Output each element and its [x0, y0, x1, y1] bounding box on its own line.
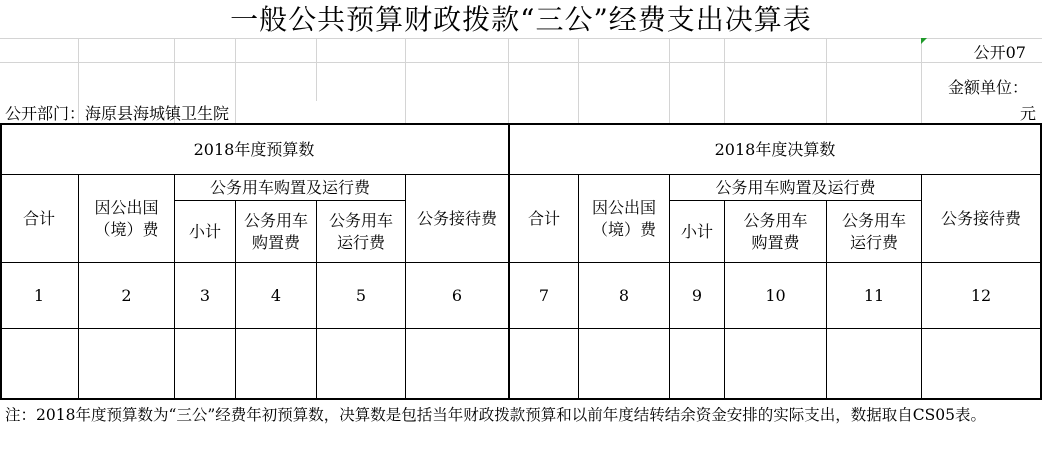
gridline — [0, 62, 1042, 63]
data-cell[interactable] — [317, 329, 405, 398]
table-border — [0, 398, 1042, 400]
col-number: 10 — [765, 285, 786, 305]
data-cell[interactable] — [670, 329, 724, 398]
data-cell[interactable] — [725, 329, 826, 398]
comment-marker — [921, 38, 927, 44]
gridline — [235, 38, 236, 123]
unit-label-yuan: 元 — [1019, 104, 1036, 123]
data-cell[interactable] — [827, 329, 921, 398]
header-operation-line1: 公务用车 — [328, 210, 393, 230]
col-number: 12 — [970, 285, 992, 305]
gridline — [724, 38, 725, 123]
header-operation-line1: 公务用车 — [841, 210, 906, 230]
data-cell[interactable] — [79, 329, 174, 398]
col-number: 4 — [270, 285, 282, 305]
data-cell[interactable] — [510, 329, 578, 398]
header-abroad-line1: 因公出国 — [94, 197, 159, 217]
header-abroad — [579, 175, 669, 262]
header-abroad-line1: 因公出国 — [591, 197, 656, 217]
header-purchase-line2: 购置费 — [751, 232, 800, 252]
final-group-header: 2018年度决算数 — [714, 139, 836, 159]
gridline — [405, 38, 406, 123]
gridline — [578, 38, 579, 123]
header-abroad — [79, 175, 174, 262]
footnote: 注：2018年度预算数为“三公”经费年初预算数，决算数是包括当年财政拨款预算和以前年度结转结余资金安排的实际支出，数据取自CS05表。 — [5, 406, 986, 424]
header-purchase-line2: 购置费 — [251, 232, 300, 252]
col-number: 6 — [451, 285, 463, 305]
header-abroad-line2: （境）费 — [94, 219, 159, 239]
header-vehicle-purchase — [236, 201, 316, 262]
header-abroad-line2: （境）费 — [591, 219, 656, 239]
header-subtotal: 小计 — [680, 221, 713, 241]
col-number: 8 — [618, 285, 630, 305]
col-number: 2 — [121, 285, 132, 305]
header-purchase-line1: 公务用车 — [243, 210, 308, 230]
header-reception: 公务接待费 — [940, 208, 1021, 228]
data-cell[interactable] — [922, 329, 1040, 398]
header-total: 合计 — [527, 208, 560, 228]
header-vehicle-group: 公务用车购置及运行费 — [715, 177, 876, 197]
gridline — [0, 38, 1042, 39]
data-cell[interactable] — [2, 329, 78, 398]
col-number: 11 — [863, 285, 885, 305]
header-operation-line2: 运行费 — [849, 232, 898, 252]
department-label: 公开部门：海原县海城镇卫生院 — [5, 104, 230, 123]
header-operation-line2: 运行费 — [336, 232, 385, 252]
header-total: 合计 — [22, 208, 55, 228]
gridline — [508, 38, 509, 123]
header-purchase-line1: 公务用车 — [743, 210, 808, 230]
gridline — [669, 38, 670, 123]
header-vehicle-group: 公务用车购置及运行费 — [209, 177, 370, 197]
header-vehicle-purchase — [725, 201, 826, 262]
gridline — [826, 38, 827, 123]
col-number: 1 — [33, 285, 45, 305]
header-vehicle-operation — [317, 201, 405, 262]
header-vehicle-operation — [827, 201, 921, 262]
col-number: 5 — [355, 285, 367, 305]
data-cell[interactable] — [406, 329, 508, 398]
header-reception: 公务接待费 — [416, 208, 497, 228]
data-cell[interactable] — [236, 329, 316, 398]
col-number: 3 — [199, 285, 211, 305]
data-cell[interactable] — [175, 329, 235, 398]
form-code: 公开07 — [973, 43, 1026, 62]
col-number: 9 — [691, 285, 703, 305]
gridline — [921, 38, 922, 123]
budget-group-header: 2018年度预算数 — [193, 139, 315, 159]
col-number: 7 — [538, 285, 550, 305]
data-cell[interactable] — [579, 329, 669, 398]
header-subtotal: 小计 — [188, 221, 221, 241]
gridline — [316, 38, 317, 101]
report-title: 一般公共预算财政拨款“三公”经费支出决算表 — [230, 3, 812, 36]
unit-label: 金额单位： — [947, 78, 1028, 97]
